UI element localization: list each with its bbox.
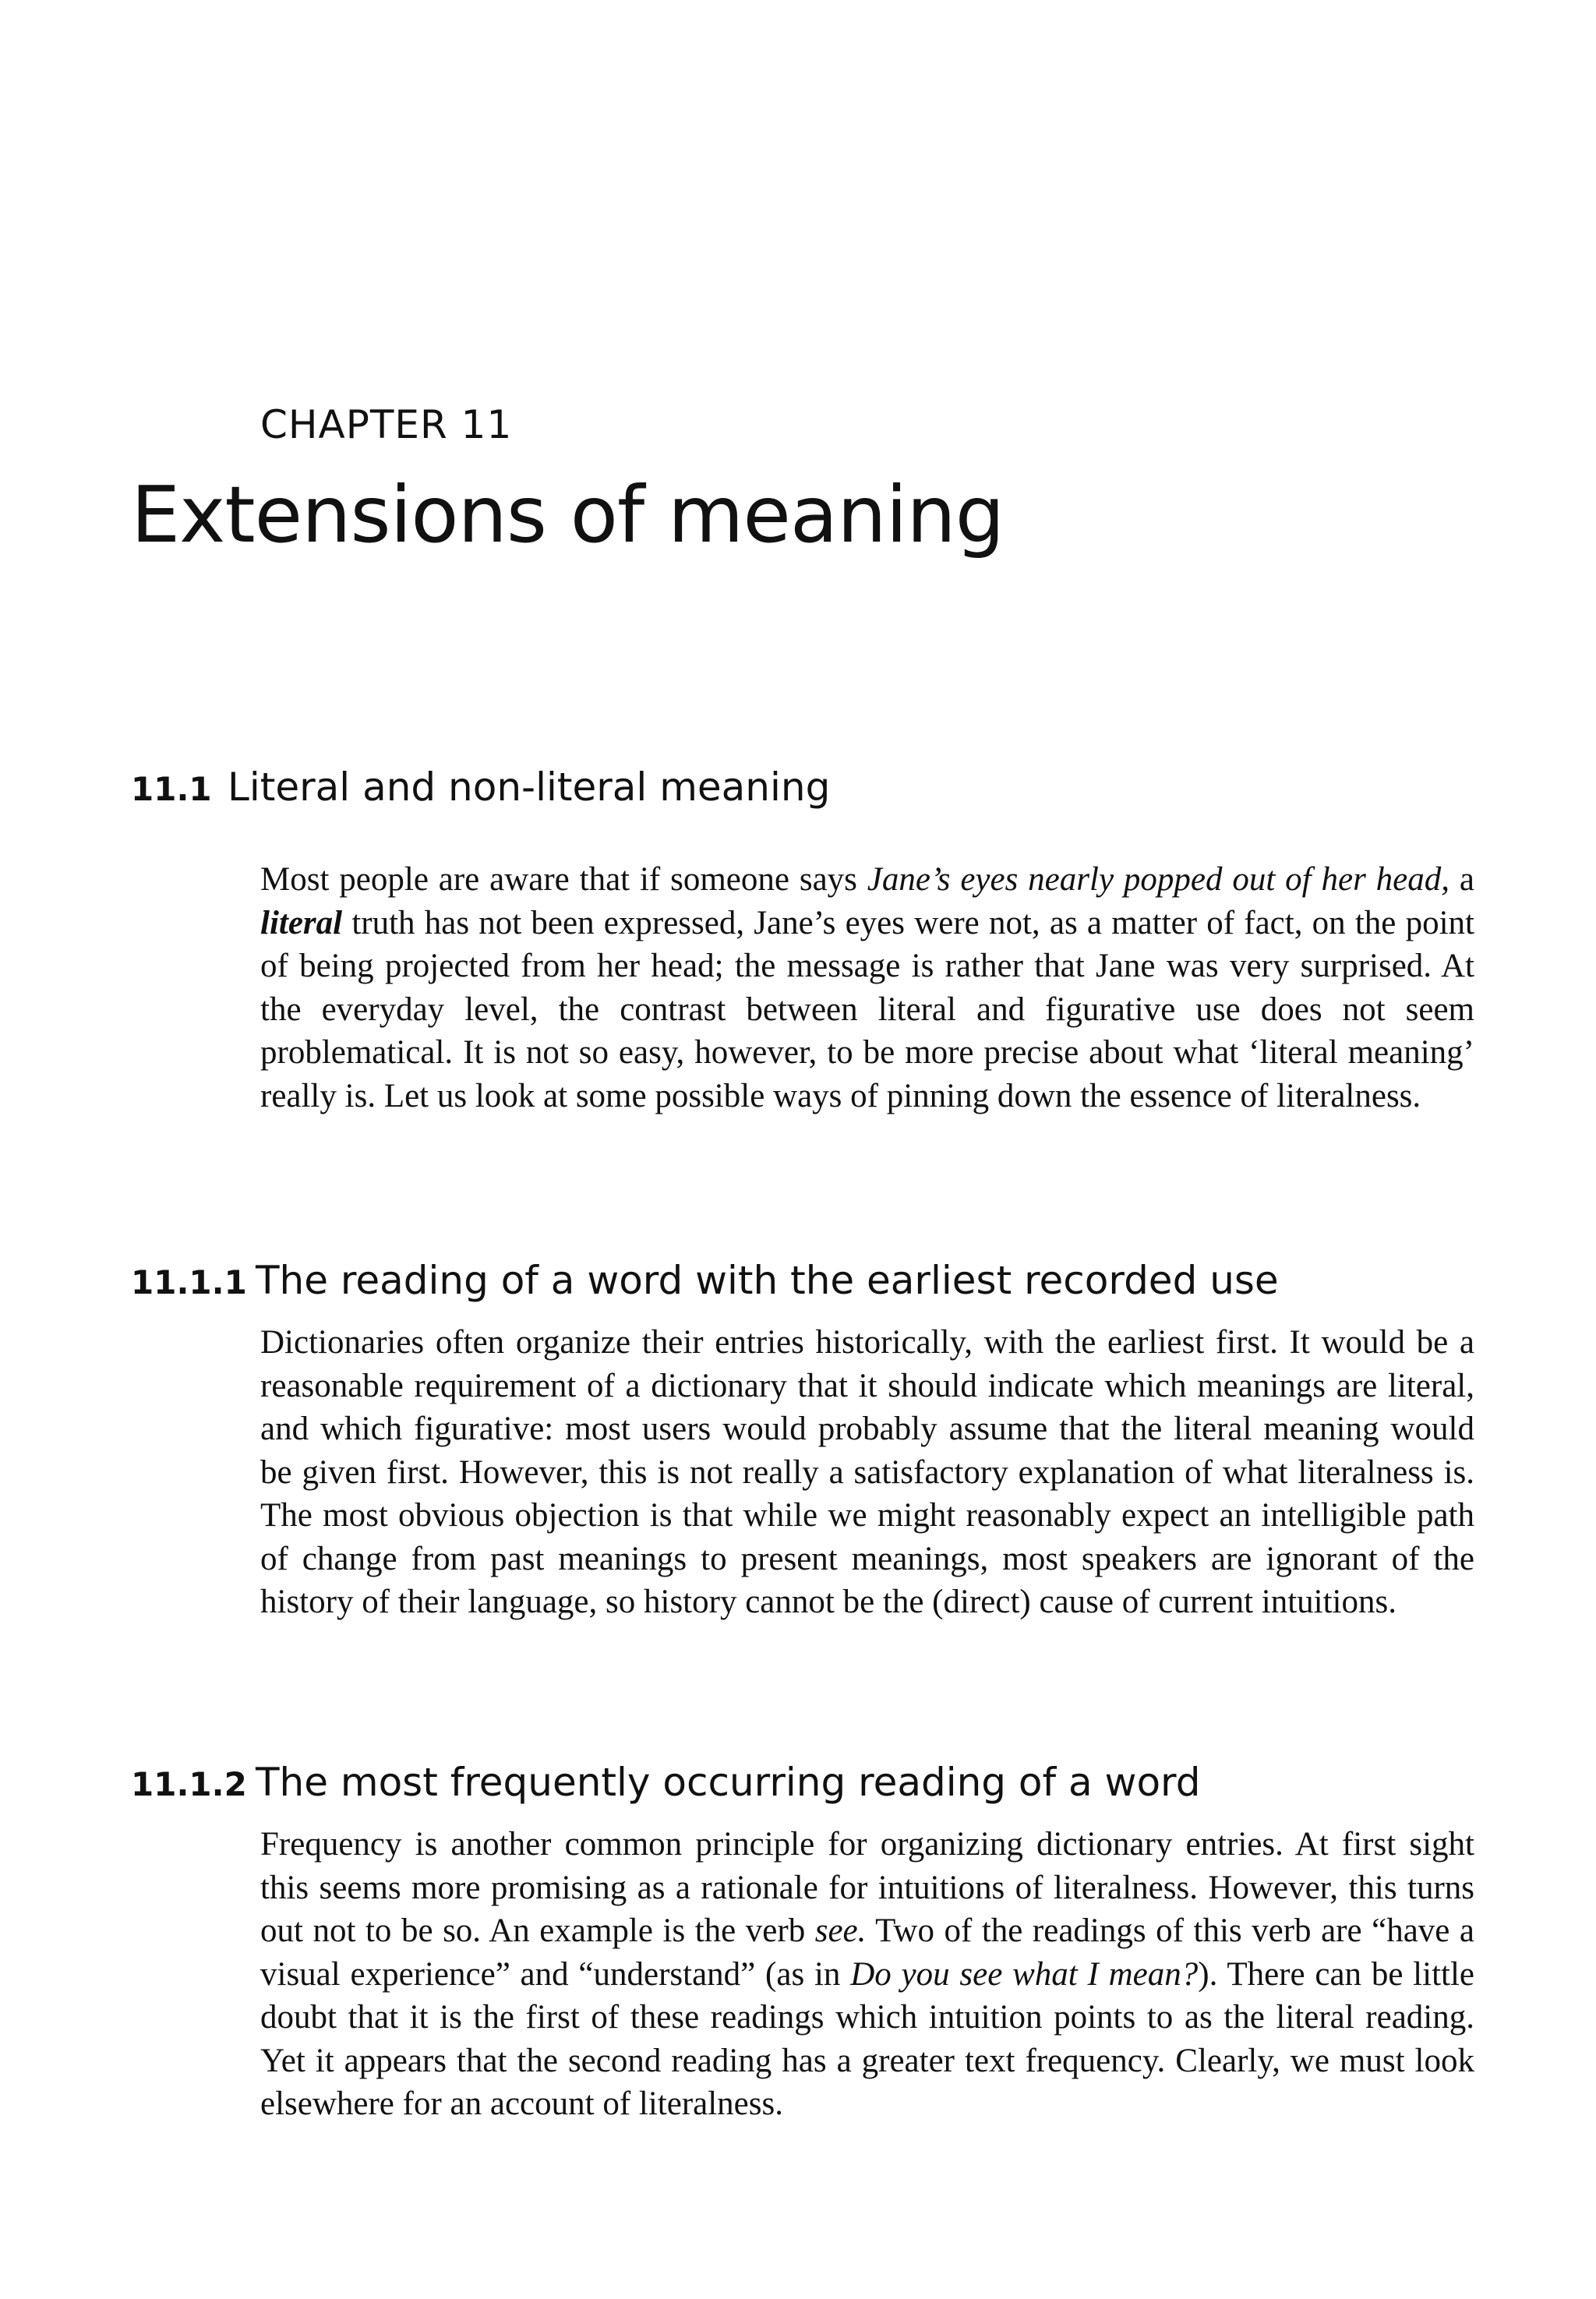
- chapter-title: Extensions of meaning: [131, 469, 1005, 560]
- section-paragraph: [260, 858, 1474, 1118]
- example-phrase: see.: [814, 1912, 867, 1949]
- emphasized-term: literal: [260, 904, 343, 941]
- section-paragraph: [260, 1321, 1474, 1624]
- section-heading: [131, 765, 831, 810]
- paragraph-text: Most people are aware that if someone says: [260, 861, 867, 898]
- paragraph-text: a: [1449, 861, 1474, 898]
- subsection-heading: [131, 1760, 1201, 1805]
- paragraph-text: Two of the readings of this verb are “have a visual experience” and “understand” (as in: [260, 1912, 1475, 1993]
- paragraph-text: Frequency is another common principle for organizing dictionary entries. At first sight this seems more promising as a rationale for intuitions of literalness. However, this turns out not to be so. An example is the verb: [260, 1826, 1474, 1949]
- subsection-heading: [131, 1258, 1279, 1303]
- paragraph-text: ). There can be little doubt that it is the first of these readings which intuition points to as the literal reading. Yet it appears that the second reading has a greater text frequency. Clearly, we must look elsewhere for an account of literalness.: [260, 1955, 1474, 2122]
- section-number: 11.1.1: [131, 1263, 247, 1301]
- paragraph-text: truth has not been expressed, Jane’s eyes were not, as a matter of fact, on the point of being projected from her head; the message is rather that Jane was very surprised. At the everyday level, the contrast between literal and figurative use does not seem problematical. It is not so easy, however, to be more precise about what ‘literal meaning’ really is. Let us look at some possible ways of pinning down the essence of literalness.: [260, 904, 1474, 1114]
- section-number: 11.1.2: [131, 1765, 247, 1803]
- example-phrase: Do you see what I mean?: [850, 1955, 1199, 1993]
- example-phrase: Jane’s eyes nearly popped out of her head,: [867, 861, 1450, 898]
- chapter-label: CHAPTER 11: [260, 402, 513, 447]
- section-title: The most frequently occurring reading of a word: [256, 1760, 1201, 1805]
- section-number: 11.1: [131, 770, 212, 808]
- section-title: The reading of a word with the earliest recorded use: [256, 1258, 1279, 1303]
- paragraph-text: Dictionaries often organize their entries historically, with the earliest first. It would be a reasonable requirement of a dictionary that it should indicate which meanings are literal, and which figurative: most users would probably assume that the literal meaning would be given first. However, this is not really a satisfactory explanation of what literalness is. The most obvious objection is that while we might reasonably expect an intelligible path of change from past meanings to present meanings, most speakers are ignorant of the history of their language, so history cannot be the (direct) cause of current intuitions.: [260, 1324, 1474, 1620]
- section-paragraph: [260, 1823, 1474, 2126]
- section-title: Literal and non-literal meaning: [228, 765, 831, 810]
